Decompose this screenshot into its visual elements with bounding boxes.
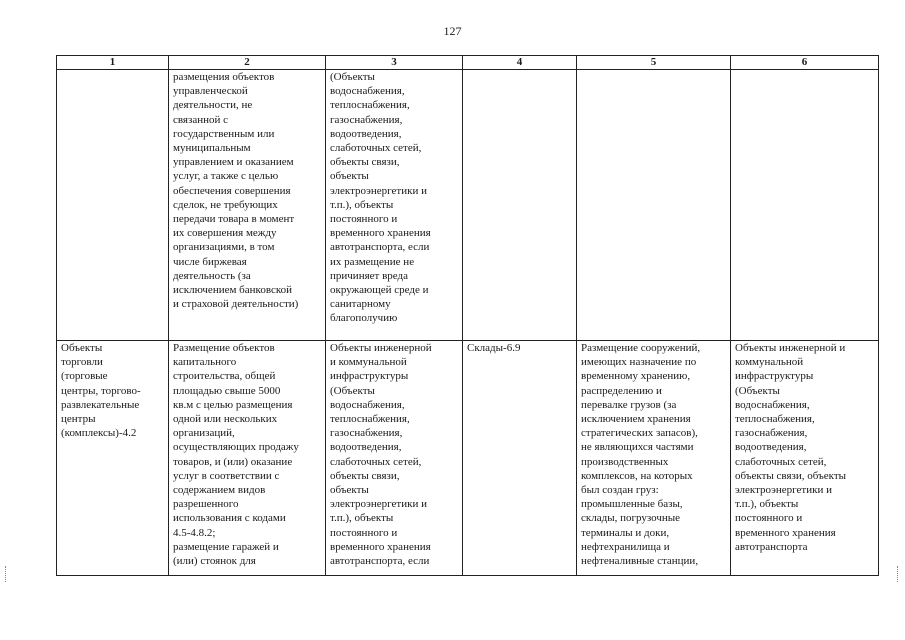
column-header-5: 5 [577, 56, 731, 70]
table-cell: Объекты торговли (торговые центры, торгово- развлекательные центры (комплексы)-4.2 [57, 341, 169, 576]
column-header-6: 6 [731, 56, 879, 70]
column-header-1: 1 [57, 56, 169, 70]
page-number: 127 [443, 24, 462, 38]
table-row [57, 341, 879, 576]
table-header-row [57, 56, 879, 70]
column-header-2: 2 [169, 56, 326, 70]
table-cell: Размещение объектов капитального строительства, общей площадью свыше 5000 кв.м с целью размещения одной или нескольких организаций, осуществляющих продажу товаров, и (или) оказание услуг в соответствии с содержанием видов разрешенного использования с кодами 4.5-4.8.2; размещение гаражей и (или) стоянок для [169, 341, 326, 576]
table-cell: Размещение сооружений, имеющих назначение по временному хранению, распределению и перевалке грузов (за исключением хранения стратегических запасов), не являющихся частями производственных комплексов, на которых был создан груз: промышленные базы, склады, погрузочные терминалы и доки, нефтехранилища и нефтеналивные станции, [577, 341, 731, 576]
table-row [57, 70, 879, 341]
table-cell [577, 70, 731, 341]
table-cell [731, 70, 879, 341]
scan-edge-mark-right [897, 566, 900, 582]
table-cell: размещения объектов управленческой деятельности, не связанной с государственным или муниципальным управлением и оказанием услуг, а также с целью обеспечения совершения сделок, не требующих передачи товара в момент их совершения между организациями, в том числе биржевая деятельность (за исключением банковской и страховой деятельности) [169, 70, 326, 341]
column-header-4: 4 [463, 56, 577, 70]
table-cell [463, 70, 577, 341]
table-cell: Объекты инженерной и коммунальной инфраструктуры (Объекты водоснабжения, теплоснабжения, газоснабжения, водоотведения, слаботочных сетей, объекты связи, объекты электроэнергетики и т.п.), объекты постоянного и временного хранения автотранспорта, если [326, 341, 463, 576]
table-cell [57, 70, 169, 341]
scan-edge-mark-left [5, 566, 8, 582]
table-cell: Объекты инженерной и коммунальной инфраструктуры (Объекты водоснабжения, теплоснабжения, газоснабжения, водоотведения, слаботочных сетей, объекты связи, объекты электроэнергетики и т.п.), объекты постоянного и временного хранения автотранспорта [731, 341, 879, 576]
table-cell: Склады-6.9 [463, 341, 577, 576]
column-header-3: 3 [326, 56, 463, 70]
land-use-table [56, 55, 879, 576]
table-cell: (Объекты водоснабжения, теплоснабжения, газоснабжения, водоотведения, слаботочных сетей, объекты связи, объекты электроэнергетики и т.п.), объекты постоянного и временного хранения автотранспорта, если их размещение не причиняет вреда окружающей среде и санитарному благополучию [326, 70, 463, 341]
